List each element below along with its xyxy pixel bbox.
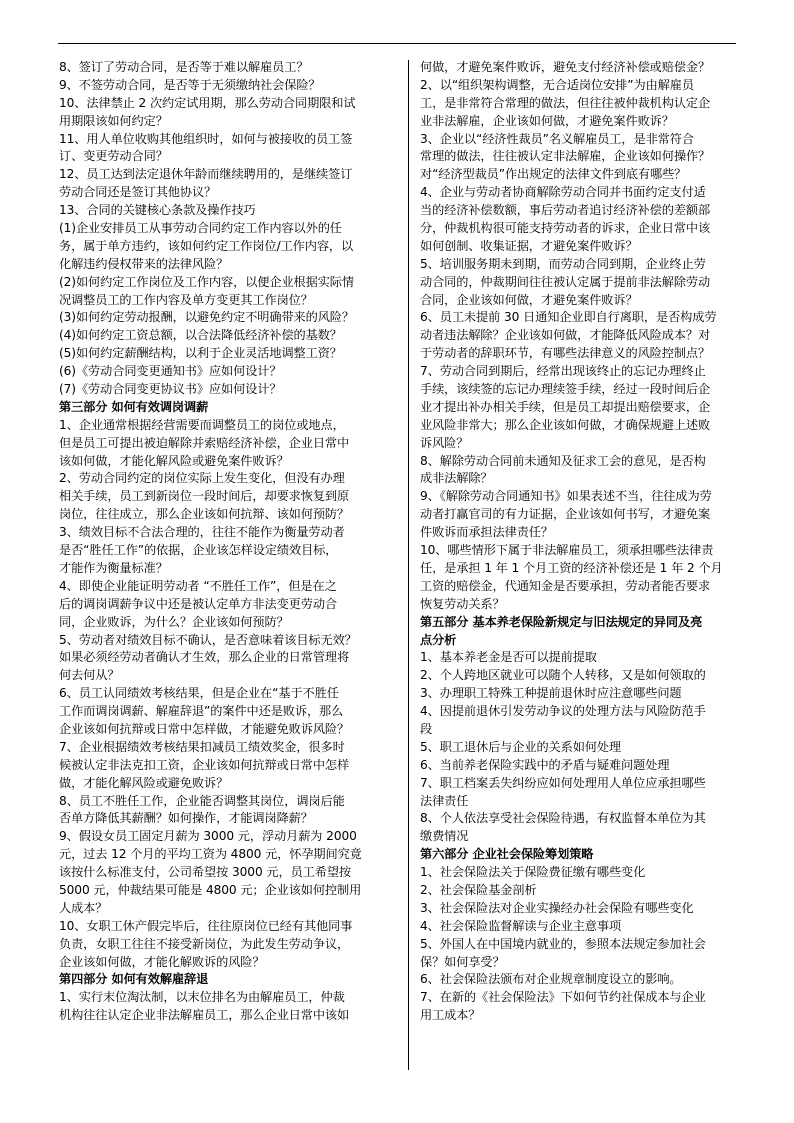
section-heading-line: 第四部分 如何有效解雇辞退	[59, 972, 209, 987]
text-line: 但是员工可提出被迫解除并索赔经济补偿，企业日常中	[59, 435, 350, 450]
text-line: 8、个人依法享受社会保险待遇，有权监督本单位为其	[420, 811, 706, 826]
text-line: 机构往往认定企业非法解雇员工，那么企业日常中该如	[59, 1008, 350, 1023]
section-heading-line: 第五部分 基本养老保险新规定与旧法规定的异同及亮	[420, 614, 703, 629]
header-rule	[58, 43, 736, 44]
text-line: 法律责任	[420, 793, 469, 808]
text-line: 常理的做法，往往被认定非法解雇，企业该如何操作？	[420, 149, 711, 164]
text-line: 4、即使企业能证明劳动者 “不胜任工作”，但是在之	[59, 578, 337, 593]
text-line: 工，是非常符合常理的做法，但往往被仲裁机构认定企	[420, 95, 711, 110]
text-line: 动合同的，仲裁期间往往被认定属于提前非法解除劳动	[420, 274, 711, 289]
text-line: 是否“胜任工作”的依据，企业该怎样设定绩效目标，	[59, 543, 338, 558]
text-line: 用工成本？	[420, 1008, 481, 1023]
text-line: (3)如何约定劳动报酬，以避免约定不明确带来的风险？	[59, 310, 354, 325]
text-line: 件败诉而承担法律责任？	[420, 525, 553, 540]
text-line: 分，仲裁机构很可能支持劳动者的诉求，企业日常中该	[420, 221, 711, 236]
section-heading-line: 第六部分 企业社会保险筹划策略	[420, 847, 594, 862]
text-line: 12、员工达到法定退休年龄而继续聘用的，是继续签订	[59, 167, 353, 182]
text-line: 手续，该续签的忘记办理续签手续，经过一段时间后企	[420, 382, 711, 397]
text-line: 否单方降低其薪酬？如何操作，才能调岗降薪？	[59, 811, 313, 826]
text-line: 4、企业与劳动者协商解除劳动合同并书面约定支付适	[420, 185, 706, 200]
text-line: 10、法律禁止 2 次约定试用期，那么劳动合同期限和试	[59, 95, 356, 110]
text-line: 于劳动者的辞职环节，有哪些法律意义的风险控制点？	[420, 346, 711, 361]
text-line: 13、合同的关键核心条款及操作技巧	[59, 203, 256, 218]
text-line: 8、签订了劳动合同，是否等于难以解雇员工？	[59, 60, 309, 74]
text-line: 7、企业根据绩效考核结果扣减员工绩效奖金，很多时	[59, 739, 345, 754]
text-line: 5、培训服务期未到期，而劳动合同到期，企业终止劳	[420, 256, 706, 271]
text-line: 1、基本养老金是否可以提前提取	[420, 650, 597, 665]
section-heading-line: 第三部分 如何有效调岗调薪	[59, 399, 209, 414]
text-line: 11、用人单位收购其他组织时，如何与被接收的员工签	[59, 131, 353, 146]
text-line: 工资的赔偿金，代通知金是否要承担，劳动者能否要求	[420, 578, 711, 593]
text-line: 4、社会保险监督解读与企业主意事项	[420, 918, 622, 933]
text-line: 保？如何享受？	[420, 954, 505, 969]
text-line: 业非法解雇，企业该如何做，才避免案件败诉？	[420, 113, 674, 128]
text-line: 劳动合同还是签订其他协议？	[59, 185, 217, 200]
text-line: (5)如何约定薪酬结构，以利于企业灵活地调整工资？	[59, 346, 342, 361]
text-line: 2、个人跨地区就业可以随个人转移，又是如何领取的	[420, 668, 706, 683]
text-line: 1、企业通常根据经营需要而调整员工的岗位或地点，	[59, 417, 345, 432]
text-line: 4、因提前退休引发劳动争议的处理方法与风险防范手	[420, 704, 706, 719]
text-line: 何去何从？	[59, 668, 120, 683]
text-line: 2、以“组织架构调整，无合适岗位安排”为由解雇员	[420, 77, 694, 92]
text-line: 相关手续，员工到新岗位一段时间后，却要求恢复到原	[59, 489, 350, 504]
text-line: 6、当前养老保险实践中的矛盾与疑难问题处理	[420, 757, 670, 772]
text-line: 2、劳动合同约定的岗位实际上发生变化，但没有办理	[59, 471, 345, 486]
text-line: 元，过去 12 个月的平均工资为 4800 元，怀孕期间究竟	[59, 847, 362, 862]
left-column	[59, 59, 406, 1025]
text-line: 成非法解除？	[420, 471, 493, 486]
text-line: 5、劳动者对绩效目标不确认，是否意味着该目标无效？	[59, 632, 357, 647]
text-line: 6、员工未提前 30 日通知企业即自行离职，是否构成劳	[420, 310, 717, 325]
text-line: 才能作为衡量标准？	[59, 560, 168, 575]
text-line: (6)《劳动合同变更通知书》应如何设计？	[59, 364, 282, 379]
text-line: 9、《解除劳动合同通知书》如果表述不当，往往成为劳	[420, 489, 712, 504]
text-line: (4)如何约定工资总额，以合法降低经济补偿的基数？	[59, 328, 342, 343]
text-line: 工作而调岗调薪、解雇辞退”的案件中还是败诉，那么	[59, 704, 344, 719]
text-line: 动者违法解除？企业该如何做，才能降低风险成本？对	[420, 328, 711, 343]
text-line: 该按什么标准支付，公司希望按 3000 元，员工希望按	[59, 865, 352, 880]
text-line: 任，是承担 1 年 1 个月工资的经济补偿还是 1 年 2 个月	[420, 560, 723, 575]
text-line: 化解违约侵权带来的法律风险？	[59, 256, 229, 271]
text-line: 业才提出补办相关手续，但是员工却提出赔偿要求，企	[420, 399, 711, 414]
text-line: 5、职工退休后与企业的关系如何处理	[420, 739, 622, 754]
text-line: (7)《劳动合同变更协议书》应如何设计？	[59, 382, 282, 397]
text-line: 10、女职工休产假完毕后，往往原岗位已经有其他同事	[59, 918, 353, 933]
text-line: 用期限该如何约定？	[59, 113, 168, 128]
text-line: 岗位，往往成立，那么企业该如何抗辩、该如何预防？	[59, 507, 350, 522]
text-line: 当的经济补偿数额，事后劳动者追讨经济补偿的差额部	[420, 203, 711, 218]
text-line: 动者打赢官司的有力证据，企业该如何书写，才避免案	[420, 507, 711, 522]
text-line: 业风险非常大；那么企业该如何做，才确保规避上述败	[420, 417, 711, 432]
text-line: 候被认定非法克扣工资，企业该如何抗辩或日常中怎样	[59, 757, 350, 772]
text-line: 诉风险？	[420, 435, 469, 450]
text-line: 企业该如何抗辩或日常中怎样做，才能避免败诉风险？	[59, 721, 350, 736]
text-line: 何做，才避免案件败诉，避免支付经济补偿或赔偿金？	[420, 60, 711, 74]
text-line: 况调整员工的工作内容及单方变更其工作岗位？	[59, 292, 313, 307]
text-line: 10、哪些情形下属于非法解雇员工，须承担哪些法律责	[420, 543, 714, 558]
text-line: 后的调岗调薪争议中还是被认定单方非法变更劳动合	[59, 596, 338, 611]
text-line: 1、实行末位淘汰制，以末位排名为由解雇员工，仲裁	[59, 990, 345, 1005]
text-line: 5000 元，仲裁结果可能是 4800 元；企业该如何控制用	[59, 882, 362, 897]
text-line: 订、变更劳动合同？	[59, 149, 168, 164]
text-line: 缴费情况	[420, 829, 469, 844]
text-line: 做，才能化解风险或避免败诉？	[59, 775, 229, 790]
text-line: 同，企业败诉，为什么？企业该如何预防？	[59, 614, 289, 629]
text-line: 负责，女职工往往不接受新岗位，为此发生劳动争议，	[59, 936, 350, 951]
text-line: 3、社会保险法对企业实操经办社会保险有哪些变化	[420, 900, 694, 915]
text-line: 9、假设女员工固定月薪为 3000 元，浮动月薪为 2000	[59, 829, 357, 844]
text-line: 3、企业以“经济性裁员”名义解雇员工，是非常符合	[420, 131, 694, 146]
text-line: 该如何做，才能化解风险或避免案件败诉？	[59, 453, 289, 468]
text-line: 8、解除劳动合同前未通知及征求工会的意见，是否构	[420, 453, 706, 468]
text-line: 5、外国人在中国境内就业的，参照本法规定参加社会	[420, 936, 706, 951]
text-line: 7、在新的《社会保险法》下如何节约社保成本与企业	[420, 990, 706, 1005]
text-line: 对“经济型裁员”作出规定的法律文件到底有哪些？	[420, 167, 687, 182]
text-line: 合同，企业该如何做，才避免案件败诉？	[420, 292, 638, 307]
text-line: 人成本？	[59, 900, 108, 915]
text-line: 如果必须经劳动者确认才生效，那么企业的日常管理将	[59, 650, 350, 665]
text-line: 段	[420, 721, 433, 736]
text-line: 3、绩效目标不合法合理的，往往不能作为衡量劳动者	[59, 525, 345, 540]
text-line: 1、社会保险法关于保险费征缴有哪些变化	[420, 865, 646, 880]
text-line: 3、办理职工特殊工种提前退休时应注意哪些问题	[420, 686, 682, 701]
section-heading-line: 点分析	[420, 632, 457, 647]
text-line: (1)企业安排员工从事劳动合同约定工作内容以外的任	[59, 221, 342, 236]
text-line: 2、社会保险基金剖析	[420, 882, 537, 897]
text-line: 7、职工档案丢失纠纷应如何处理用人单位应承担哪些	[420, 775, 706, 790]
text-line: 企业该如何做，才能化解败诉的风险？	[59, 954, 265, 969]
text-line: (2)如何约定工作岗位及工作内容，以便企业根据实际情	[59, 274, 354, 289]
text-line: 8、员工不胜任工作，企业能否调整其岗位，调岗后能	[59, 793, 345, 808]
column-divider	[408, 60, 409, 1070]
text-line: 如何创制、收集证据，才避免案件败诉？	[420, 238, 638, 253]
text-line: 务，属于单方违约，该如何约定工作岗位/工作内容，以	[59, 238, 354, 253]
text-line: 6、员工认同绩效考核结果，但是企业在“基于不胜任	[59, 686, 339, 701]
right-column	[420, 59, 767, 1025]
text-line: 9、不签劳动合同，是否等于无须缴纳社会保险？	[59, 77, 321, 92]
text-line: 恢复劳动关系？	[420, 596, 505, 611]
text-line: 7、劳动合同到期后，经常出现该终止的忘记办理终止	[420, 364, 706, 379]
text-line: 6、社会保险法颁布对企业规章制度设立的影响。	[420, 972, 682, 987]
